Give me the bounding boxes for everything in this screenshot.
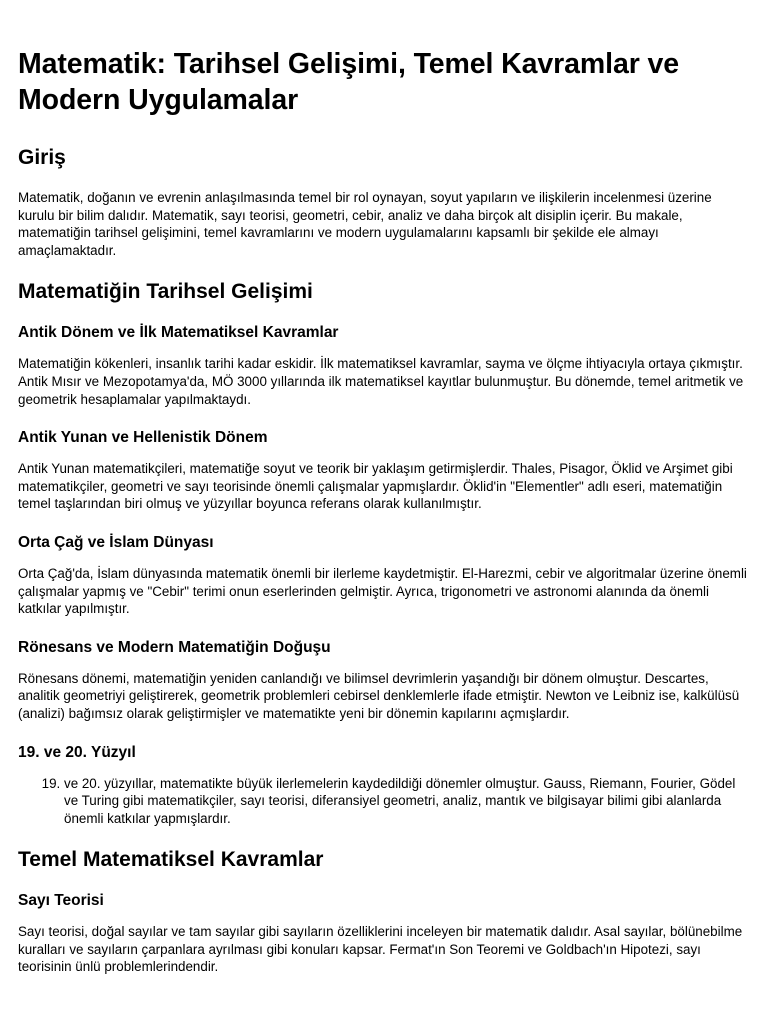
subsection-heading-medieval: Orta Çağ ve İslam Dünyası [18, 533, 214, 551]
section-heading-intro: Giriş [18, 146, 66, 169]
number-theory-paragraph: Sayı teorisi, doğal sayılar ve tam sayılar gibi sayıların özelliklerini inceleyen bir matematik dalıdır. Asal sayılar, bölünebilme kuralları ve sayıların çarpanlara ayrılması gibi konuları kapsar. Fermat'ın Son Teoremi ve Goldbach'ın Hipotezi, sayı teorisinin ünlü problemlerindendir. [18, 924, 743, 975]
subsection-heading-number-theory: Sayı Teorisi [18, 892, 104, 910]
section-heading-history: Matematiğin Tarihsel Gelişimi [18, 280, 313, 304]
intro-paragraph: Matematik, doğanın ve evrenin anlaşılmasında temel bir rol oynayan, soyut yapıların ve ilişkilerin incelenmesi üzerine kurulu bir bilim dalıdır. Matematik, sayı teorisi, geometri, cebir, analiz ve daha birçok alt disiplin içerir. Bu makale, matematiğin tarihsel gelişimini, temel kavramlarını ve modern uygulamalarını kapsamlı bir şekilde ele almayı amaçlamaktadır. [18, 190, 712, 258]
renaissance-paragraph: Rönesans dönemi, matematiğin yeniden canlandığı ve bilimsel devrimlerin yaşandığı bir dönem olmuştur. Descartes, analitik geometriyi geliştirerek, geometrik problemleri cebirsel denklemlerle ifade etmiştir. Newton ve Leibniz ise, kalkülüsü (analizi) bağımsız olarak geliştirmişler ve matematikte yeni bir dönemin kapılarını açmışlardır. [18, 670, 740, 721]
list-item: 19. ve 20. yüzyıllar, matematikte büyük ilerlemelerin kaydedildiği dönemler olmuştur. Gauss, Riemann, Fourier, Gödel ve Turing gibi matematikçiler, sayı teorisi, diferansiyel geometri, analiz, mantık ve bilgisayar bilimi gibi alanlarda önemli katkılar yapmışlardır. [64, 775, 750, 828]
subsection-heading-modern: 19. ve 20. Yüzyıl [18, 743, 136, 761]
section-heading-concepts: Temel Matematiksel Kavramlar [18, 848, 324, 872]
article-title: Matematik: Tarihsel Gelişimi, Temel Kavramlar ve Modern Uygulamalar [18, 48, 680, 116]
modern-era-list [18, 775, 750, 828]
ancient-paragraph: Matematiğin kökenleri, insanlık tarihi kadar eskidir. İlk matematiksel kavramlar, sayma ve ölçme ihtiyacıyla ortaya çıkmıştır. Antik Mısır ve Mezopotamya'da, MÖ 3000 yıllarında ilk matematiksel kayıtlar bulunmuştur. Bu dönemde, temel aritmetik ve geometrik hesaplamalar yapılmaktaydı. [18, 356, 744, 407]
subsection-heading-greek: Antik Yunan ve Hellenistik Dönem [18, 429, 268, 447]
subsection-heading-ancient: Antik Dönem ve İlk Matematiksel Kavramlar [18, 324, 339, 342]
greek-paragraph: Antik Yunan matematikçileri, matematiğe soyut ve teorik bir yaklaşım getirmişlerdir. Thales, Pisagor, Öklid ve Arşimet gibi matematikçiler, geometri ve sayı teorisinde önemli çalışmalar yapmışlardır. Öklid'in "Elementler" adlı eseri, matematiğin temel taşlarından biri olmuş ve yüzyıllar boyunca referans olarak kullanılmıştır. [18, 461, 733, 512]
subsection-heading-renaissance: Rönesans ve Modern Matematiğin Doğuşu [18, 638, 331, 656]
medieval-paragraph: Orta Çağ'da, İslam dünyasında matematik önemli bir ilerleme kaydetmiştir. El-Harezmi, cebir ve algoritmalar üzerine önemli çalışmalar yapmış ve "Cebir" terimi onun eserlerinden gelmiştir. Ayrıca, trigonometri ve astronomi alanında da önemli katkılar yapılmıştır. [18, 565, 747, 617]
